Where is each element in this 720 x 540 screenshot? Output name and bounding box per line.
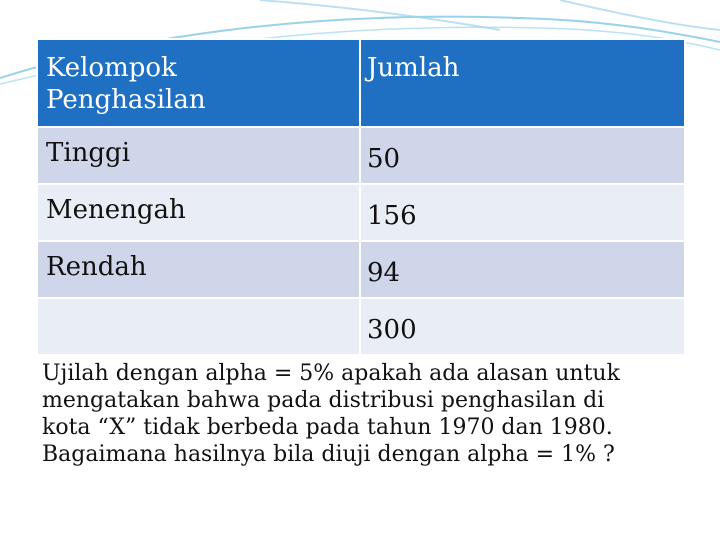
header-income-group: Kelompok Penghasilan — [37, 39, 360, 127]
header-count: Jumlah — [360, 39, 685, 127]
cell-group: Rendah — [37, 241, 360, 298]
table-row — [37, 127, 685, 184]
cell-group: Tinggi — [37, 127, 360, 184]
table-row — [37, 184, 685, 241]
cell-count: 94 — [360, 241, 685, 298]
cell-total: 300 — [360, 298, 685, 355]
income-table — [36, 38, 686, 356]
cell-count: 156 — [360, 184, 685, 241]
cell-count: 50 — [360, 127, 685, 184]
question-text: Ujilah dengan alpha = 5% apakah ada alasan untuk mengatakan bahwa pada distribusi penghasilan di kota “X” tidak berbeda pada tahun 1970 dan 1980. Bagaimana hasilnya bila diuji dengan alpha = 1% ? — [42, 361, 620, 467]
cell-group: Menengah — [37, 184, 360, 241]
table-header-row — [37, 39, 685, 127]
income-table-container — [36, 38, 684, 356]
table-row — [37, 241, 685, 298]
cell-group — [37, 298, 360, 355]
table-row-total — [37, 298, 685, 355]
